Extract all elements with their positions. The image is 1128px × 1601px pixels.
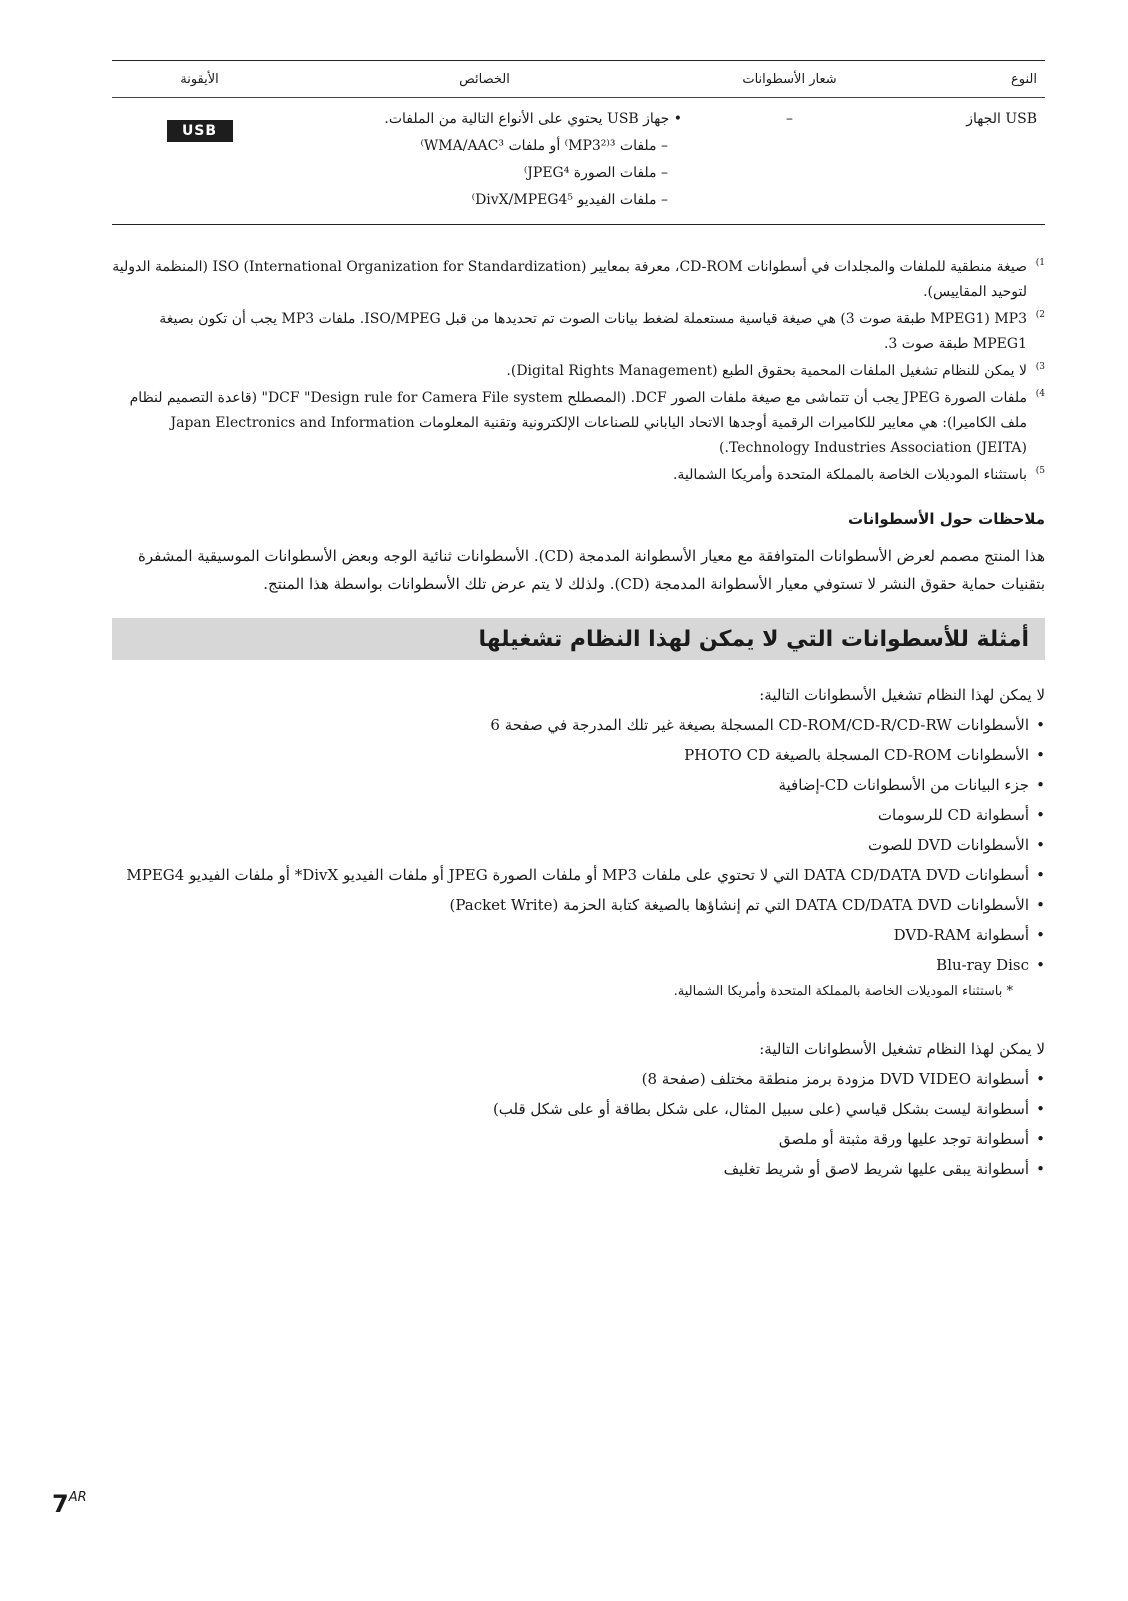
table-header: [112, 61, 1045, 98]
disc-type-table: [112, 60, 1045, 225]
list-item: • الأسطوانات CD-ROM المسجلة بالصيغة PHOTO CD: [684, 746, 1045, 764]
footnote-number: 1): [1035, 258, 1045, 268]
feature-sub: – ملفات الفيديو DivX/MPEG4⁵⁾: [471, 192, 668, 208]
list-item: • أسطوانة DVD-RAM: [893, 926, 1045, 944]
footnote-text: صيغة منطقية للملفات والمجلدات في أسطوانات CD-ROM، معرفة بمعايير ISO (International Organization for Standardization) (المنظمة الدولية لتوحيد المقاييس).: [112, 259, 1027, 300]
list-item: • الأسطوانات DVD للصوت: [868, 836, 1045, 854]
footnote: [112, 255, 1045, 305]
footnote-text: ملفات الصورة JPEG يجب أن تتماشى مع صيغة ملفات الصور DCF. (المصطلح DCF "Design rule for Camera File system" (قاعدة التصميم لنظام ملف الكاميرا): هي معايير للكاميرات الرقمية أوجدها الاتحاد الياباني للصناعات الإلكترونية وتقنية المعلومات Japan Electronics and Information Technology Industries Association (JEITA).): [129, 390, 1027, 456]
list1-intro: لا يمكن لهذا النظام تشغيل الأسطوانات التالية:: [759, 686, 1045, 704]
footnote-text: MP3 (MPEG1 طبقة صوت 3) هي صيغة قياسية مستعملة لضغط بيانات الصوت تم تحديدها من قبل ISO/MPEG. ملفات MP3 يجب أن تكون بصيغة MPEG1 طبقة صوت 3.: [159, 311, 1027, 352]
unplayable-list-1: [112, 710, 1045, 980]
feature-main: • جهاز USB يحتوي على الأنواع التالية من الملفات.: [384, 111, 682, 127]
footnote: [112, 463, 1045, 488]
list-item: • الأسطوانات DATA CD/DATA DVD التي تم إنشاؤها بالصيغة كتابة الحزمة (Packet Write): [449, 896, 1045, 914]
feature-sub: – ملفات الصورة JPEG⁴⁾: [523, 165, 668, 181]
list-item: • الأسطوانات CD-ROM/CD-R/CD-RW المسجلة بصيغة غير تلك المدرجة في صفحة 6: [490, 716, 1045, 734]
cell-logo: –: [786, 111, 793, 127]
list-item: • أسطوانة ليست بشكل قياسي (على سبيل المثال، على شكل بطاقة أو على شكل قلب): [492, 1100, 1045, 1118]
list-item: • أسطوانة يبقى عليها شريط لاصق أو شريط تغليف: [723, 1160, 1045, 1178]
section-title: أمثلة للأسطوانات التي لا يمكن لهذا النظام تشغيلها: [112, 618, 1045, 660]
notes-paragraph: هذا المنتج مصمم لعرض الأسطوانات المتوافقة مع معيار الأسطوانة المدمجة (CD). الأسطوانات ثنائية الوجه وبعض الأسطوانات الموسيقية المشفرة بتقنيات حماية حقوق النشر لا تستوفي معيار الأسطوانة المدمجة (CD). ولذلك لا يتم عرض تلك الأسطوانات بواسطة هذا المنتج.: [137, 547, 1045, 593]
page-number: $7^{AR}$: [52, 1490, 87, 1518]
list-item: • أسطوانة DVD VIDEO مزودة برمز منطقة مختلف (صفحة 8): [641, 1070, 1045, 1088]
footnote-text: لا يمكن للنظام تشغيل الملفات المحمية بحقوق الطبع (Digital Rights Management).: [506, 363, 1027, 379]
cell-icon: [112, 106, 287, 214]
list-item: • أسطوانة توجد عليها ورقة مثبتة أو ملصق: [778, 1130, 1045, 1148]
header-features: الخصائص: [459, 71, 510, 87]
feature-sub: – ملفات MP3²⁾³⁾ أو ملفات WMA/AAC³⁾: [420, 138, 668, 154]
page-language-suffix: AR: [68, 1490, 87, 1505]
header-type: النوع: [1011, 71, 1037, 87]
usb-logo-icon: USB: [167, 120, 233, 142]
notes-heading: ملاحظات حول الأسطوانات: [847, 510, 1045, 528]
list-item: • جزء البيانات من الأسطوانات CD-إضافية: [778, 776, 1045, 794]
cell-features: [287, 106, 682, 214]
list2-intro: لا يمكن لهذا النظام تشغيل الأسطوانات التالية:: [759, 1040, 1045, 1058]
footnote-number: 4): [1035, 389, 1045, 399]
list-item: • أسطوانات DATA CD/DATA DVD التي لا تحتوي على ملفات MP3 أو ملفات الصورة JPEG أو ملفات الفيديو DivX* أو ملفات الفيديو MPEG4: [126, 866, 1045, 884]
footnote-number: 2): [1035, 310, 1045, 320]
table-row: [112, 98, 1045, 224]
footnote-text: باستثناء الموديلات الخاصة بالمملكة المتحدة وأمريكا الشمالية.: [672, 467, 1027, 483]
footnote: [112, 307, 1045, 357]
footnote: [112, 359, 1045, 384]
page-content: [112, 60, 1045, 1184]
footnote-number: 3): [1035, 362, 1045, 372]
footnote: [112, 386, 1045, 461]
list-item: • أسطوانة CD للرسومات: [877, 806, 1045, 824]
footnote-number: 5): [1035, 466, 1045, 476]
footnotes: [112, 255, 1045, 488]
list1-footnote: * باستثناء الموديلات الخاصة بالمملكة المتحدة وأمريكا الشمالية.: [673, 984, 1013, 999]
unplayable-list-2: [112, 1064, 1045, 1184]
cell-type: USB الجهاز: [966, 111, 1037, 127]
header-icon: الأيقونة: [180, 71, 219, 87]
header-logo: شعار الأسطوانات: [742, 71, 837, 87]
list-item: • Blu-ray Disc: [936, 956, 1045, 974]
